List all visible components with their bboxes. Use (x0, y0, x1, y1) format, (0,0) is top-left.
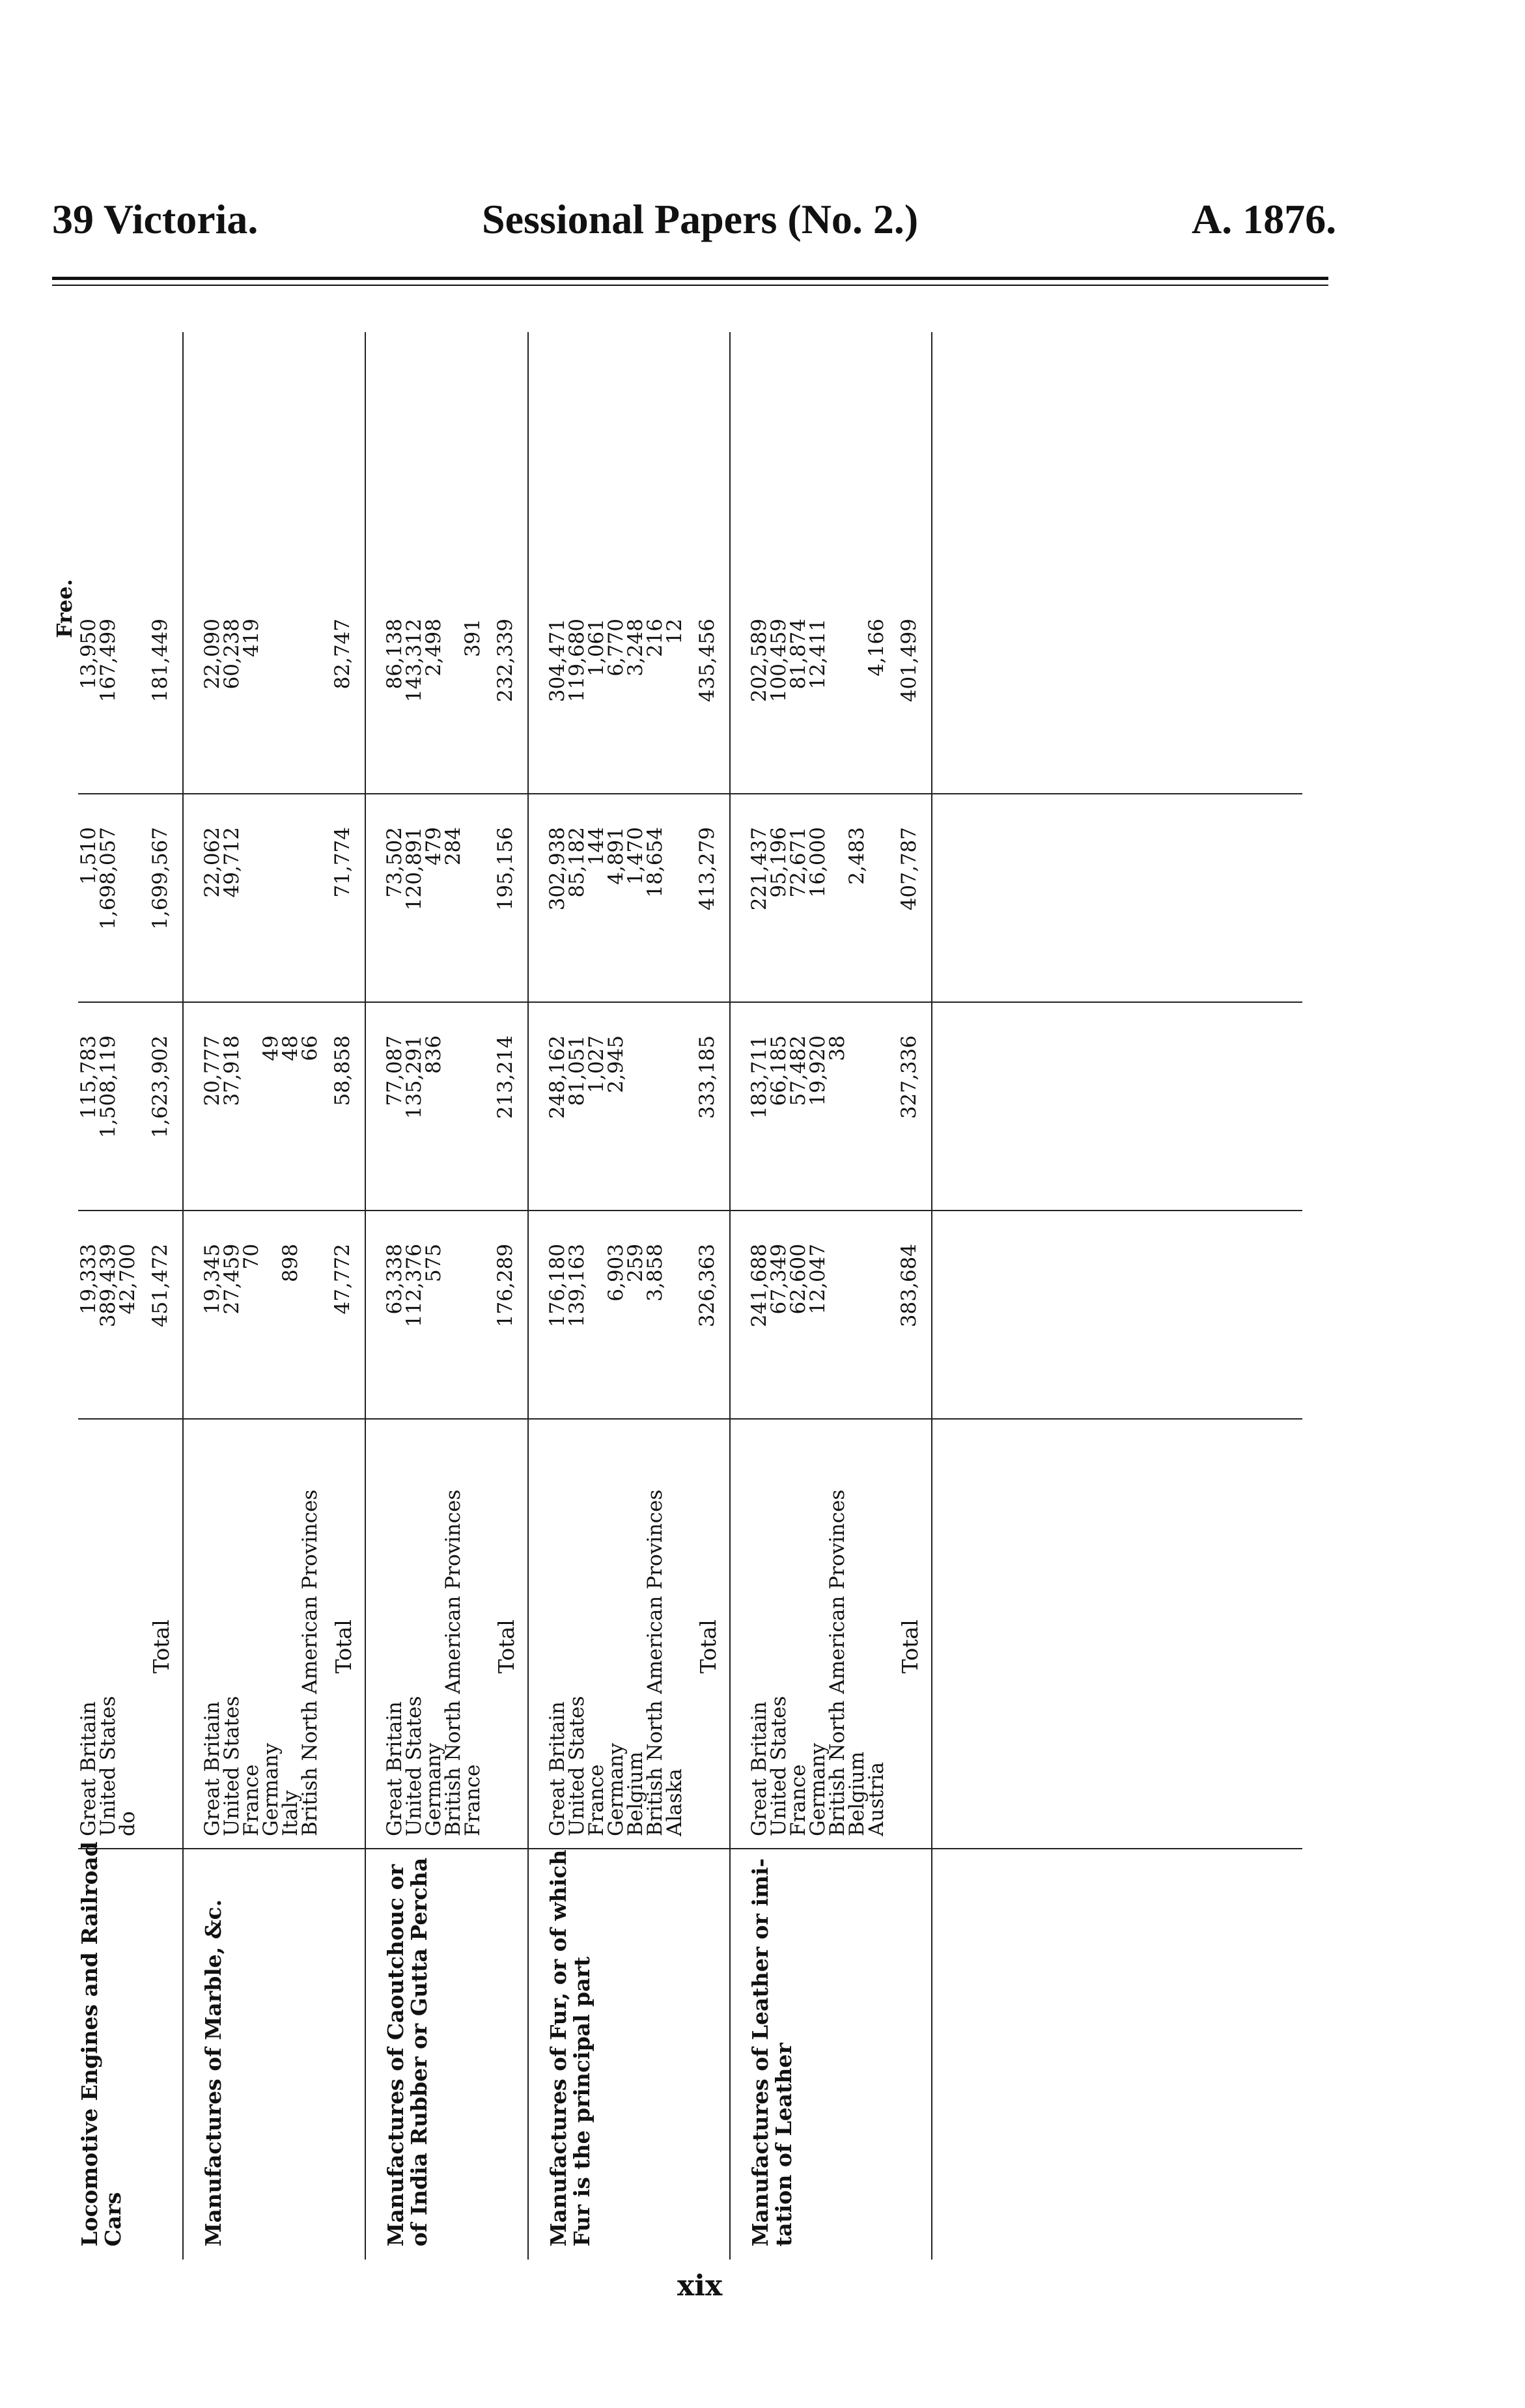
number-cell: 85,182 (565, 827, 589, 898)
total-cell: 213,214 (494, 1035, 517, 1119)
number-cell: 27,459 (220, 1244, 244, 1315)
number-cell: 12,411 (806, 619, 830, 690)
total-cell: 383,684 (897, 1244, 921, 1328)
number-cell: 12,047 (806, 1244, 830, 1315)
total-cell: 71,774 (331, 827, 354, 898)
total-cell: 1,699,567 (148, 827, 172, 930)
number-cell: 57,482 (787, 1035, 810, 1106)
number-cell: 167,499 (96, 619, 120, 703)
country-label: United States (402, 1696, 426, 1836)
group-title: Locomotive Engines and Railroad (77, 1841, 102, 2247)
country-label: Germany (604, 1743, 628, 1836)
number-cell: 216 (643, 619, 667, 658)
number-cell: 575 (422, 1244, 445, 1283)
number-cell: 183,711 (748, 1035, 771, 1119)
number-cell: 241,688 (748, 1244, 771, 1328)
number-cell: 144 (585, 827, 608, 866)
number-cell: 38 (826, 1035, 849, 1061)
header-right: A. 1876. (1192, 196, 1337, 242)
country-label: Austria (865, 1762, 888, 1836)
country-label: France (585, 1764, 608, 1836)
group-separator (931, 332, 932, 2260)
number-cell: 2,498 (422, 619, 445, 677)
number-cell: 119,680 (565, 619, 589, 703)
number-cell: 6,770 (604, 619, 628, 677)
total-cell: 58,858 (331, 1035, 354, 1106)
total-label: Total (494, 1619, 519, 1673)
total-cell: 333,185 (695, 1035, 719, 1119)
number-cell: 66,185 (767, 1035, 790, 1106)
header-rule (52, 277, 1328, 280)
number-cell: 1,508,119 (96, 1035, 120, 1138)
number-cell: 2,945 (604, 1035, 628, 1093)
number-cell: 1,698,057 (96, 827, 120, 930)
number-cell: 49 (259, 1035, 283, 1061)
group-separator (182, 332, 184, 2260)
country-label: Germany (422, 1743, 445, 1836)
country-label: United States (565, 1696, 589, 1836)
number-cell: 479 (422, 827, 445, 866)
total-label: Total (148, 1619, 174, 1673)
number-cell: 12 (663, 619, 686, 645)
number-cell: 100,459 (767, 619, 790, 703)
column-rule (78, 1210, 1302, 1211)
number-cell: 20,777 (201, 1035, 224, 1106)
number-cell: 302,938 (546, 827, 569, 911)
header-left: 39 Victoria. (52, 196, 259, 242)
country-label: Great Britain (748, 1701, 771, 1836)
group-title: Fur is the principal part (569, 1956, 595, 2247)
group-title: Manufactures of Caoutchouc or (383, 1864, 408, 2247)
header-center: Sessional Papers (No. 2.) (482, 196, 919, 242)
number-cell: 389,439 (96, 1244, 120, 1328)
number-cell: 42,700 (116, 1244, 139, 1315)
number-cell: 202,589 (748, 619, 771, 703)
number-cell: 60,238 (220, 619, 244, 690)
column-rule (78, 1418, 1302, 1420)
total-label: Total (331, 1619, 356, 1673)
total-label: Total (897, 1619, 923, 1673)
number-cell: 112,376 (402, 1244, 426, 1328)
number-cell: 4,891 (604, 827, 628, 885)
total-cell: 451,472 (148, 1244, 172, 1328)
total-cell: 327,336 (897, 1035, 921, 1119)
number-cell: 86,138 (383, 619, 406, 690)
number-cell: 62,600 (787, 1244, 810, 1315)
total-cell: 401,499 (897, 619, 921, 703)
number-cell: 63,338 (383, 1244, 406, 1315)
total-cell: 176,289 (494, 1244, 517, 1328)
number-cell: 3,858 (643, 1244, 667, 1302)
number-cell: 70 (240, 1244, 263, 1270)
group-title: Manufactures of Fur, or of which (546, 1849, 571, 2247)
number-cell: 48 (279, 1035, 302, 1061)
number-cell: 2,483 (845, 827, 869, 885)
country-label: Germany (806, 1743, 830, 1836)
number-cell: 139,163 (565, 1244, 589, 1328)
rotated-table (52, 332, 1328, 2260)
country-label: Great Britain (77, 1701, 100, 1836)
number-cell: 49,712 (220, 827, 244, 898)
country-label: United States (220, 1696, 244, 1836)
country-label: Great Britain (201, 1701, 224, 1836)
group-separator (365, 332, 366, 2260)
country-label: do (116, 1811, 139, 1836)
total-cell: 181,449 (148, 619, 172, 703)
total-cell: 407,787 (897, 827, 921, 911)
group-title: Manufactures of Leather or imi- (748, 1858, 773, 2247)
country-label: British North American Provinces (298, 1489, 322, 1836)
number-cell: 248,162 (546, 1035, 569, 1119)
country-label: British North American Provinces (643, 1489, 667, 1836)
number-cell: 37,918 (220, 1035, 244, 1106)
number-cell: 77,087 (383, 1035, 406, 1106)
country-label: France (461, 1764, 484, 1836)
group-title: of India Rubber or Gutta Percha (406, 1857, 432, 2247)
number-cell: 3,248 (624, 619, 647, 677)
country-label: Italy (279, 1790, 302, 1836)
number-cell: 19,345 (201, 1244, 224, 1315)
number-cell: 67,349 (767, 1244, 790, 1315)
number-cell: 419 (240, 619, 263, 658)
country-label: Germany (259, 1743, 283, 1836)
group-title: Cars (100, 2192, 126, 2247)
number-cell: 95,196 (767, 827, 790, 898)
country-label: British North American Provinces (441, 1489, 465, 1836)
total-cell: 82,747 (331, 619, 354, 690)
number-cell: 120,891 (402, 827, 426, 911)
number-cell: 221,437 (748, 827, 771, 911)
country-label: Belgium (624, 1751, 647, 1836)
total-cell: 232,339 (494, 619, 517, 703)
country-label: France (787, 1764, 810, 1836)
number-cell: 18,654 (643, 827, 667, 898)
free-label: Free. (52, 579, 77, 638)
number-cell: 81,874 (787, 619, 810, 690)
number-cell: 13,950 (77, 619, 100, 690)
total-cell: 326,363 (695, 1244, 719, 1328)
group-title: tation of Leather (771, 2043, 796, 2247)
number-cell: 19,333 (77, 1244, 100, 1315)
number-cell: 22,090 (201, 619, 224, 690)
number-cell: 836 (422, 1035, 445, 1074)
number-cell: 143,312 (402, 619, 426, 703)
column-rule (78, 1001, 1302, 1003)
number-cell: 6,903 (604, 1244, 628, 1302)
number-cell: 72,671 (787, 827, 810, 898)
number-cell: 19,920 (806, 1035, 830, 1106)
number-cell: 1,470 (624, 827, 647, 885)
column-rule (78, 793, 1302, 794)
number-cell: 898 (279, 1244, 302, 1283)
total-cell: 195,156 (494, 827, 517, 911)
page-number: xix (677, 2269, 723, 2303)
group-title: Manufactures of Marble, &c. (201, 1899, 226, 2247)
total-cell: 435,456 (695, 619, 719, 703)
country-label: Belgium (845, 1751, 869, 1836)
country-label: British North American Provinces (826, 1489, 849, 1836)
total-label: Total (695, 1619, 721, 1673)
number-cell: 1,061 (585, 619, 608, 677)
number-cell: 391 (461, 619, 484, 658)
country-label: Great Britain (546, 1701, 569, 1836)
number-cell: 73,502 (383, 827, 406, 898)
number-cell: 81,051 (565, 1035, 589, 1106)
country-label: France (240, 1764, 263, 1836)
country-label: Alaska (663, 1769, 686, 1836)
country-label: United States (767, 1696, 790, 1836)
header-rule-thin (52, 285, 1328, 286)
number-cell: 304,471 (546, 619, 569, 703)
column-rule (78, 1848, 1302, 1849)
group-separator (527, 332, 529, 2260)
number-cell: 1,510 (77, 827, 100, 885)
country-label: United States (96, 1696, 120, 1836)
number-cell: 16,000 (806, 827, 830, 898)
number-cell: 135,291 (402, 1035, 426, 1119)
number-cell: 4,166 (865, 619, 888, 677)
number-cell: 176,180 (546, 1244, 569, 1328)
total-cell: 47,772 (331, 1244, 354, 1315)
group-separator (729, 332, 731, 2260)
total-cell: 413,279 (695, 827, 719, 911)
number-cell: 22,062 (201, 827, 224, 898)
total-cell: 1,623,902 (148, 1035, 172, 1138)
number-cell: 259 (624, 1244, 647, 1283)
number-cell: 1,027 (585, 1035, 608, 1093)
number-cell: 115,783 (77, 1035, 100, 1119)
number-cell: 284 (441, 827, 465, 866)
number-cell: 66 (298, 1035, 322, 1061)
country-label: Great Britain (383, 1701, 406, 1836)
